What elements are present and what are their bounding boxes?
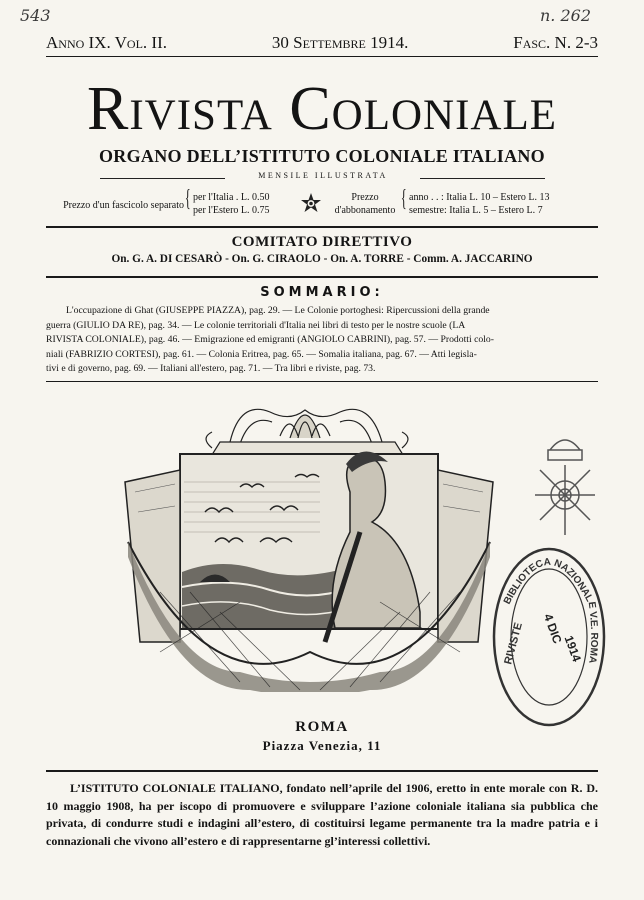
committee-title: COMITATO DIRETTIVO	[231, 234, 413, 250]
header-rule	[46, 56, 598, 57]
stamp-date-day: 4 DIC	[540, 611, 565, 646]
subscription-brace: {	[400, 186, 407, 212]
single-price-abroad: per l'Estero L. 0.75	[193, 205, 270, 216]
prices-rule	[46, 226, 598, 228]
periodicity-rule-left	[100, 178, 225, 179]
subscription-label	[330, 191, 400, 217]
periodicity-rule-right	[420, 178, 545, 179]
issue-volume: Anno IX. Vol. II.	[46, 33, 168, 52]
periodicity: MENSILE ILLUSTRATA	[258, 171, 388, 180]
summary-heading: SOMMARIO:	[260, 285, 384, 300]
publication-city: ROMA	[295, 719, 349, 735]
journal-title: Rivista Coloniale	[86, 75, 558, 143]
summary-line: niali (FABRIZIO CORTESI), pag. 61. — Colonia Eritrea, pag. 65. — Somalia italiana, pag. 67. — Atti legisla-	[46, 348, 477, 360]
stamp-left-text: RIVISTE	[502, 621, 525, 666]
single-price-italy: per l'Italia . L. 0.50	[193, 192, 270, 203]
institute-statement: L’ISTITUTO COLONIALE ITALIANO, fondato nell’aprile del 1906, eretto in ente morale con R. D. 10 maggio 1908, ha per iscopo di promuovere e sviluppare l’azione coloniale italiana sia pubblica che privata, di condurre studi e indagini all’estero, di costituirsi legame permanente tra la madre patria e i connazionali che vivono all’estero e di rappresentarne gl’interessi collettivi.	[46, 781, 598, 848]
allegorical-illustration	[120, 392, 498, 692]
star-crest-icon	[298, 191, 324, 215]
summary-line: RIVISTA COLONIALE), pag. 46. — Emigrazione ed emigranti (ANGIOLO CABRINI), pag. 57. — Prodotti colo-	[46, 334, 494, 345]
handwritten-page-number: 543	[20, 6, 51, 25]
journal-subtitle: ORGANO DELL’ISTITUTO COLONIALE ITALIANO	[99, 146, 545, 166]
subscription-year: anno . . : Italia L. 10 – Estero L. 13	[409, 192, 550, 203]
committee-rule	[46, 276, 598, 278]
issue-fascicle: Fasc. N. 2-3	[513, 33, 598, 52]
issue-header	[46, 33, 598, 53]
bottom-rule	[46, 770, 598, 772]
summary-line: L'occupazione di Ghat (GIUSEPPE PIAZZA), pag. 29. — Le Colonie portoghesi: Ripercussioni della grande	[66, 305, 490, 316]
royal-crest-icon	[520, 425, 610, 545]
summary-line: tivi e di governo, pag. 69. — Italiani all'estero, pag. 71. — Tra libri e riviste, pag. 73.	[46, 363, 376, 374]
subscription-label-1: Prezzo	[351, 192, 379, 203]
handwritten-inventory-number: n. 262	[540, 6, 592, 25]
summary-line: guerra (GIULIO DA RE), pag. 34. — Le colonie territoriali d'Italia nei libri di testo per le nostre scuole (LA	[46, 319, 466, 331]
subscription-semester: semestre: Italia L. 5 – Estero L. 7	[409, 205, 543, 216]
single-price-brace: {	[184, 186, 191, 212]
summary-rule	[46, 381, 598, 382]
committee-members: On. G. A. DI CESARÒ - On. G. CIRAOLO - On. A. TORRE - Comm. A. JACCARINO	[111, 253, 533, 265]
stamp-date-year: 1914	[561, 633, 584, 664]
single-price-values	[193, 191, 293, 217]
subscription-label-2: d'abbonamento	[334, 205, 396, 216]
library-stamp	[489, 545, 609, 730]
single-price-label: Prezzo d'un fascicolo separato	[63, 200, 184, 211]
summary-text	[46, 304, 598, 377]
stamp-outer-text: BIBLIOTECA NAZIONALE V.E. ROMA	[501, 556, 600, 665]
publication-address: Piazza Venezia, 11	[262, 738, 382, 753]
issue-date: 30 Settembre 1914.	[271, 33, 409, 52]
subscription-values	[409, 191, 599, 217]
